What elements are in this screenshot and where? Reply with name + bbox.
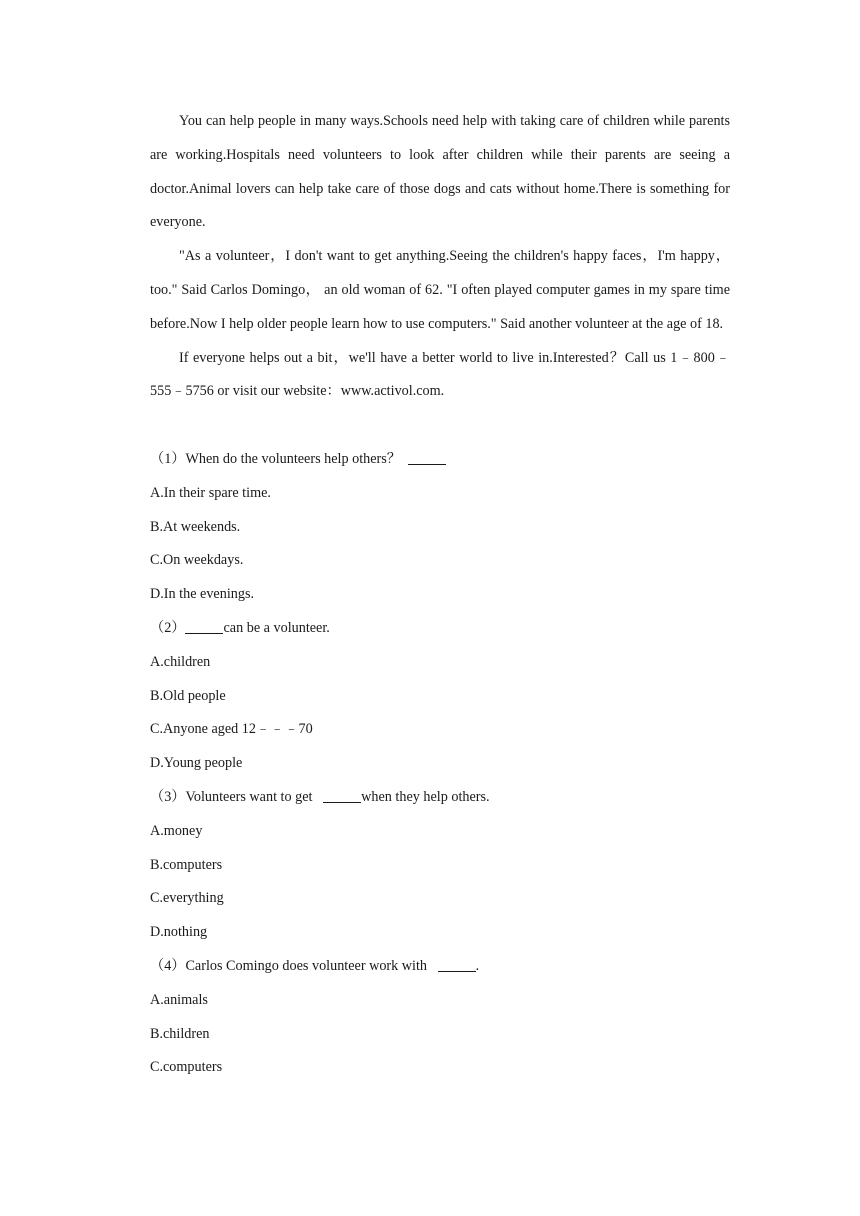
question-2 xyxy=(150,612,730,781)
question-stem: （2） can be a volunteer. xyxy=(150,619,330,636)
option-a: A.animals xyxy=(150,991,208,1008)
option-a: A.In their spare time. xyxy=(150,484,271,501)
question-3 xyxy=(150,781,730,950)
option-c: C.computers xyxy=(150,1059,223,1076)
option-b: B.At weekends. xyxy=(150,518,241,535)
option-c: C.Anyone aged 12﹣﹣﹣70 xyxy=(150,721,313,738)
question-stem: （1）When do the volunteers help others？ xyxy=(150,443,730,477)
question-stem: （4）Carlos Comingo does volunteer work with . xyxy=(150,957,480,974)
option-c: C.everything xyxy=(150,890,224,907)
passage-paragraph-3: If everyone helps out a bit，we'll have a better world to live in.Interested？Call us 1﹣800﹣555﹣5756 or visit our website：www.activol.com. xyxy=(150,349,730,400)
passage-paragraph-2: "As a volunteer，I don't want to get anything.Seeing the children's happy faces，I'm happy，too." Said Carlos Domingo， an old woman of 62. "I often played computer games in my spare time before.Now I help older people learn how to use computers." Said another volunteer at the age of 18. xyxy=(150,248,730,332)
option-c: C.On weekdays. xyxy=(150,552,244,569)
answer-blank xyxy=(323,788,361,803)
option-b: B.Old people xyxy=(150,687,226,704)
option-d: D.In the evenings. xyxy=(150,586,255,603)
question-stem: （3）Volunteers want to get when they help others. xyxy=(150,788,490,805)
passage-paragraph-1: You can help people in many ways.Schools need help with taking care of children while parents are working.Hospitals need volunteers to look after children while their parents are seeing a doctor.Animal lovers can help take care of those dogs and cats without home.There is something for everyone. xyxy=(150,113,730,231)
question-1 xyxy=(150,443,730,612)
answer-blank xyxy=(185,619,223,634)
option-a: A.children xyxy=(150,653,211,670)
option-b: B.computers xyxy=(150,856,223,873)
option-d: D.nothing xyxy=(150,924,208,941)
answer-blank xyxy=(408,450,446,465)
section-gap xyxy=(150,409,730,443)
option-b: B.children xyxy=(150,1025,210,1042)
question-4 xyxy=(150,950,730,1085)
option-a: A.money xyxy=(150,822,203,839)
option-d: D.Young people xyxy=(150,755,243,772)
document-page xyxy=(150,105,730,1085)
answer-blank xyxy=(438,957,476,972)
